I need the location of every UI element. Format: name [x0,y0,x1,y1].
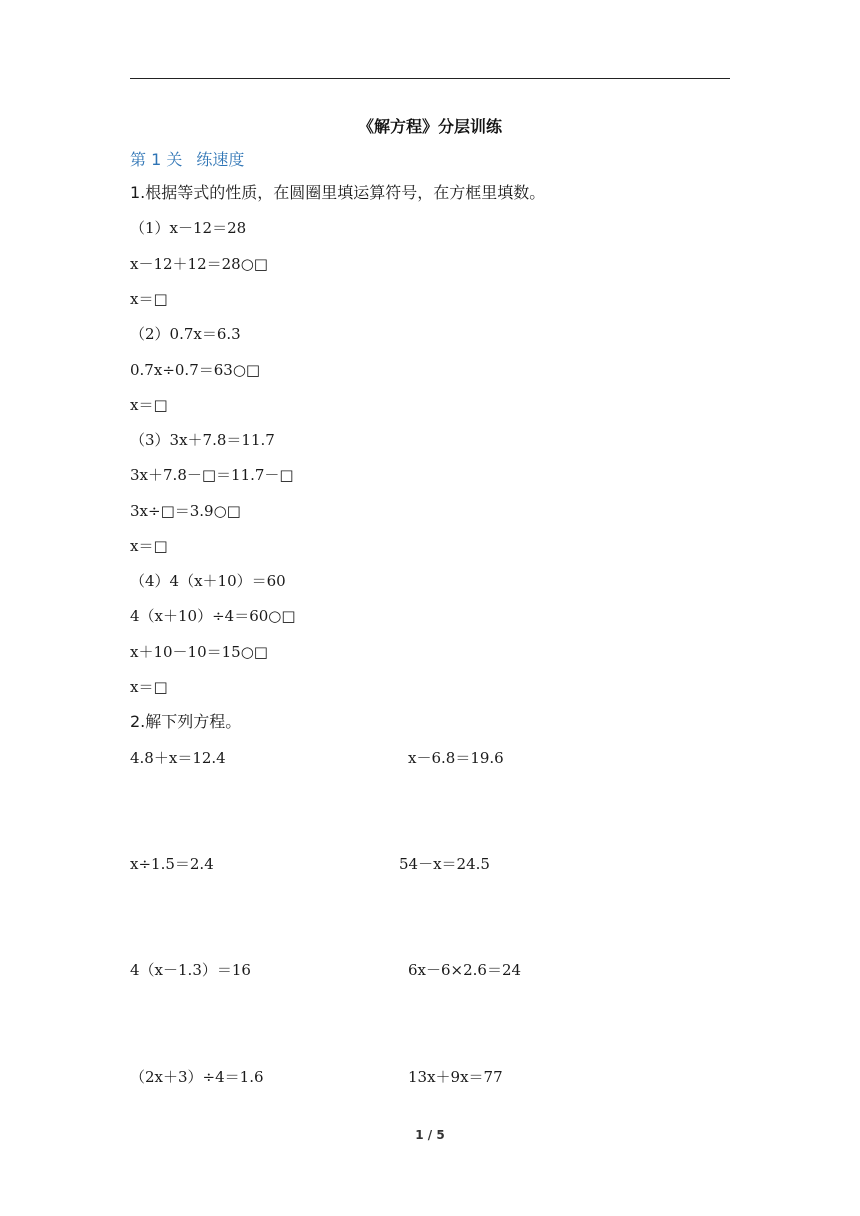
equation: （2x＋3）÷4＝1.6 [130,1068,264,1086]
question-2-instruction: 2.解下列方程。 [130,712,242,731]
equation: 54－x＝24.5 [399,855,490,873]
page-number: 1 / 5 [415,1128,445,1142]
header-rule [130,78,730,79]
q1-line: x＝□ [130,537,168,555]
q1-line: 0.7x÷0.7＝63○□ [130,361,261,379]
equation: 6x－6×2.6＝24 [408,961,522,979]
q1-line: 3x＋7.8－□＝11.7－□ [130,466,294,484]
q1-line: x－12＋12＝28○□ [130,255,268,273]
q1-line: （2）0.7x＝6.3 [130,325,241,343]
section-heading [130,147,244,170]
equation: 13x＋9x＝77 [408,1068,503,1086]
q1-line: （1）x－12＝28 [130,219,247,237]
q1-line: x＋10－10＝15○□ [130,643,268,661]
q1-line: 4（x＋10）÷4＝60○□ [130,607,296,625]
equation: 4.8＋x＝12.4 [130,749,226,767]
question-1-instruction: 1.根据等式的性质，在圆圈里填运算符号，在方框里填数。 [130,183,546,202]
q1-line: x＝□ [130,396,168,414]
q1-line: x＝□ [130,678,168,696]
equation: x－6.8＝19.6 [408,749,504,767]
q1-line: （3）3x＋7.8＝11.7 [130,431,275,449]
equation: x÷1.5＝2.4 [130,855,214,873]
q1-line: （4）4（x＋10）＝60 [130,572,286,590]
equation: 4（x－1.3）＝16 [130,961,251,979]
section-name: 练速度 [196,150,245,169]
q1-line: x＝□ [130,290,168,308]
page-title: 《解方程》分层训练 [357,117,502,136]
section-label: 第 1 关 [130,150,183,169]
q1-line: 3x÷□＝3.9○□ [130,502,241,520]
